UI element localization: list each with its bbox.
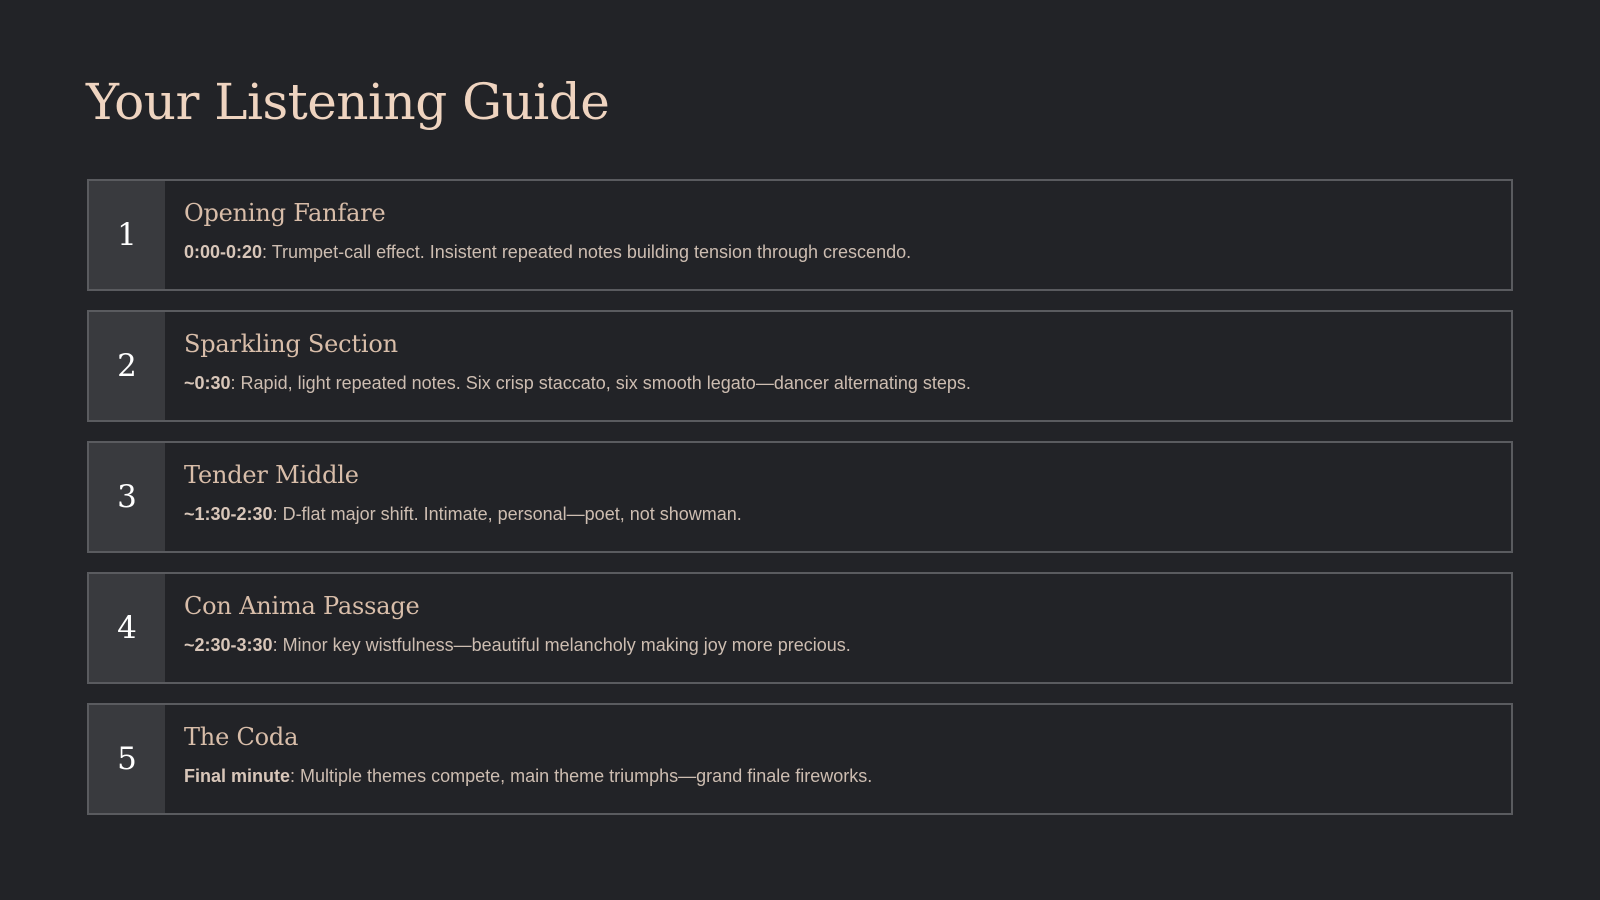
step-time: Final minute <box>184 766 291 786</box>
step-title: Sparkling Section <box>184 330 398 358</box>
step-content <box>165 443 1511 551</box>
step-time: ~1:30-2:30 <box>184 504 273 524</box>
step-content <box>165 574 1511 682</box>
step-content <box>165 705 1511 813</box>
guide-step-4 <box>87 572 1513 684</box>
step-number-panel <box>89 181 165 289</box>
guide-step-1 <box>87 179 1513 291</box>
step-number-panel <box>89 443 165 551</box>
page-title: Your Listening Guide <box>86 73 610 131</box>
step-number: 5 <box>117 741 137 777</box>
step-title: Tender Middle <box>184 461 359 489</box>
guide-step-3 <box>87 441 1513 553</box>
step-number: 3 <box>117 479 137 515</box>
guide-step-2 <box>87 310 1513 422</box>
step-description-text: : Minor key wistfulness—beautiful melancholy making joy more precious. <box>272 635 851 655</box>
step-description <box>184 240 1511 264</box>
step-description <box>184 764 1511 788</box>
step-number-panel <box>89 312 165 420</box>
step-content <box>165 181 1511 289</box>
step-number-panel <box>89 705 165 813</box>
step-number-panel <box>89 574 165 682</box>
step-description-text: : D-flat major shift. Intimate, personal—poet, not showman. <box>272 504 742 524</box>
listening-guide-list <box>87 179 1513 834</box>
step-description <box>184 633 1511 657</box>
step-content <box>165 312 1511 420</box>
step-description <box>184 371 1511 395</box>
step-number: 1 <box>117 217 137 253</box>
step-title: Opening Fanfare <box>184 199 386 227</box>
step-number: 4 <box>117 610 137 646</box>
guide-step-5 <box>87 703 1513 815</box>
step-description-text: : Multiple themes compete, main theme triumphs—grand finale fireworks. <box>290 766 873 786</box>
step-description-text: : Rapid, light repeated notes. Six crisp staccato, six smooth legato—dancer alternating steps. <box>230 373 971 393</box>
step-title: Con Anima Passage <box>184 592 420 620</box>
step-time: ~0:30 <box>184 373 231 393</box>
step-time: 0:00-0:20 <box>184 242 263 262</box>
step-description <box>184 502 1511 526</box>
step-description-text: : Trumpet-call effect. Insistent repeated notes building tension through crescendo. <box>262 242 912 262</box>
step-time: ~2:30-3:30 <box>184 635 273 655</box>
step-number: 2 <box>117 348 137 384</box>
step-title: The Coda <box>184 723 299 751</box>
